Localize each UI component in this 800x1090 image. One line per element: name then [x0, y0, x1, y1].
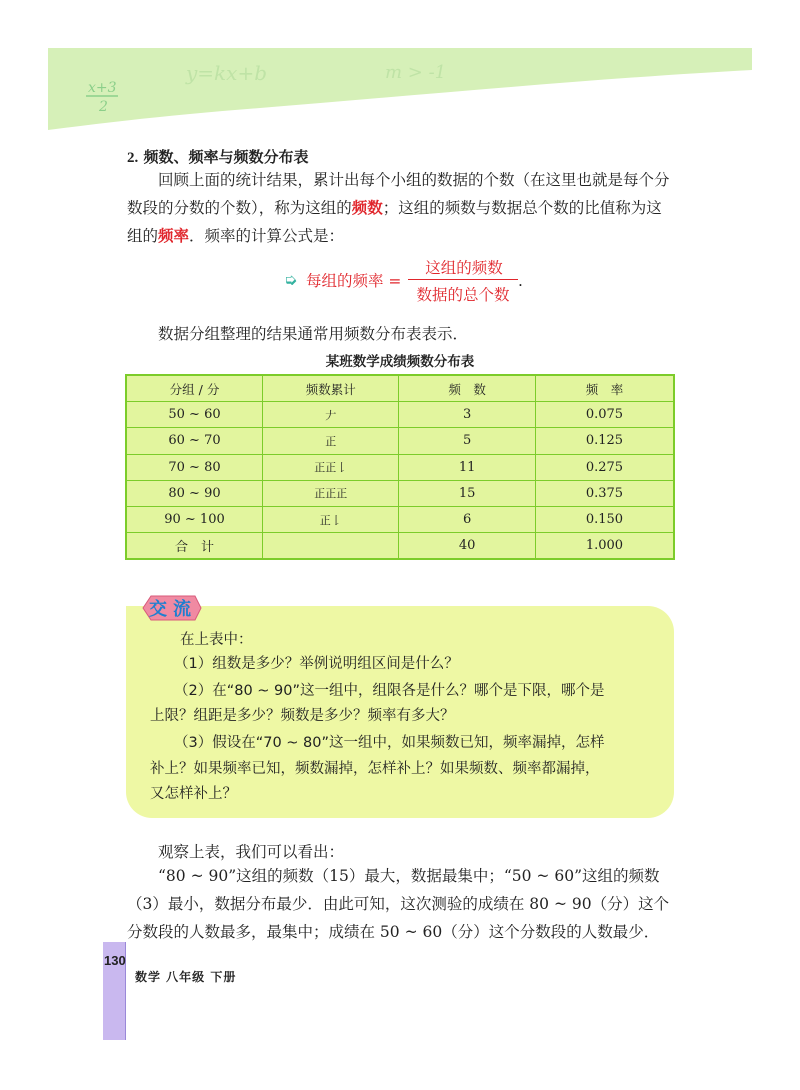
banner-fraction-top: x+3 [88, 80, 117, 96]
conclusion-lead: 观察上表，我们可以看出： [158, 843, 345, 861]
book-title: 数学 八年级 下册 [135, 970, 237, 984]
header-frequency: 频 率 [535, 375, 674, 402]
cell-frequency: 0.150 [535, 506, 674, 532]
cell-tally: 正正𠄌 [263, 454, 399, 480]
cell-count: 5 [399, 428, 536, 454]
table-header-row [126, 375, 674, 402]
fraction-bar [408, 279, 518, 280]
discussion-lead: 在上表中： [180, 632, 253, 648]
badge-char-1: 交 [149, 599, 167, 620]
cell-group: 80 ~ 90 [126, 480, 263, 506]
header-count: 频 数 [399, 375, 536, 402]
section-heading [127, 146, 309, 167]
cell-frequency: 1.000 [535, 533, 674, 560]
cell-count: 15 [399, 480, 536, 506]
discussion-badge [139, 594, 203, 622]
cell-group: 70 ~ 80 [126, 454, 263, 480]
intro-paragraph [127, 166, 677, 250]
table-title: 某班数学成绩频数分布表 [325, 354, 475, 370]
banner-equation-1: y=kx+b [186, 61, 268, 85]
badge-char-2: 流 [173, 599, 191, 620]
formula-period: . [518, 272, 523, 290]
cell-tally: 正 [263, 428, 399, 454]
header-group: 分组 / 分 [126, 375, 263, 402]
conclusion-body: “80 ~ 90”这组的频数（15）最大，数据最集中；“50 ~ 60”这组的频数（3）最小，数据分布最少．由此可知，这次测验的成绩在 80 ~ 90（分）这个分数段的人数最多，最集中；成绩在 50 ~ 60（分）这个分数段的人数最少． [127, 867, 670, 941]
frequency-formula [280, 256, 550, 304]
table-row [126, 428, 674, 454]
cell-tally: 𠂇 [263, 402, 399, 428]
formula-numerator: 这组的频数 [425, 259, 503, 277]
cell-count: 3 [399, 402, 536, 428]
cell-group: 90 ~ 100 [126, 506, 263, 532]
cell-frequency: 0.075 [535, 402, 674, 428]
term-frequency-count: 频数 [351, 198, 383, 217]
cell-frequency: 0.275 [535, 454, 674, 480]
question-1: （1）组数是多少？举例说明组区间是什么？ [174, 656, 459, 672]
cell-frequency: 0.375 [535, 480, 674, 506]
table-row [126, 454, 674, 480]
arrow-icon: ➭ [284, 270, 298, 289]
term-frequency-rate: 频率 [158, 226, 190, 245]
page-number: 130 [104, 953, 126, 968]
formula-lhs: 每组的频率 = [306, 272, 402, 290]
table-row [126, 506, 674, 532]
section-title: 频数、频率与频数分布表 [143, 148, 309, 166]
cell-tally [263, 533, 399, 560]
question-2-line-1: （2）在“80 ~ 90”这一组中，组限各是什么？哪个是下限，哪个是 [174, 683, 605, 699]
intro-text-3: ．频率的计算公式是： [189, 227, 345, 245]
formula-denominator: 数据的总个数 [416, 286, 510, 304]
question-2-line-2: 上限？组距是多少？频数是多少？频率有多大？ [150, 708, 455, 724]
cell-group: 合 计 [126, 533, 263, 560]
section-number: 2. [127, 150, 139, 166]
table-total-row [126, 533, 674, 560]
header-tally: 频数累计 [263, 375, 399, 402]
question-3-line-2: 补上？如果频率已知，频数漏掉，怎样补上？如果频数、频率都漏掉， [150, 761, 600, 777]
table-row [126, 480, 674, 506]
frequency-table [125, 374, 675, 560]
cell-tally: 正𠄌 [263, 506, 399, 532]
table-row [126, 402, 674, 428]
question-3-line-3: 又怎样补上？ [150, 786, 237, 802]
intro-text-1: 回顾上面的统计结果，累计出每个小组的数据的个数（在这里也就是每个分数段的分数的个数），称为这组的 [127, 171, 670, 217]
intro-text-2: ；这组的频数与数据总个数的比值称为这组的 [127, 199, 662, 245]
table-intro: 数据分组整理的结果通常用频数分布表表示． [158, 325, 469, 343]
cell-frequency: 0.125 [535, 428, 674, 454]
cell-tally: 正正正 [263, 480, 399, 506]
cell-count: 40 [399, 533, 536, 560]
cell-count: 11 [399, 454, 536, 480]
cell-group: 60 ~ 70 [126, 428, 263, 454]
header-banner [0, 0, 800, 135]
banner-equation-2: m > -1 [385, 62, 447, 83]
cell-group: 50 ~ 60 [126, 402, 263, 428]
banner-fraction-bottom: 2 [99, 99, 108, 115]
question-3-line-1: （3）假设在“70 ~ 80”这一组中，如果频数已知，频率漏掉，怎样 [174, 735, 605, 751]
cell-count: 6 [399, 506, 536, 532]
